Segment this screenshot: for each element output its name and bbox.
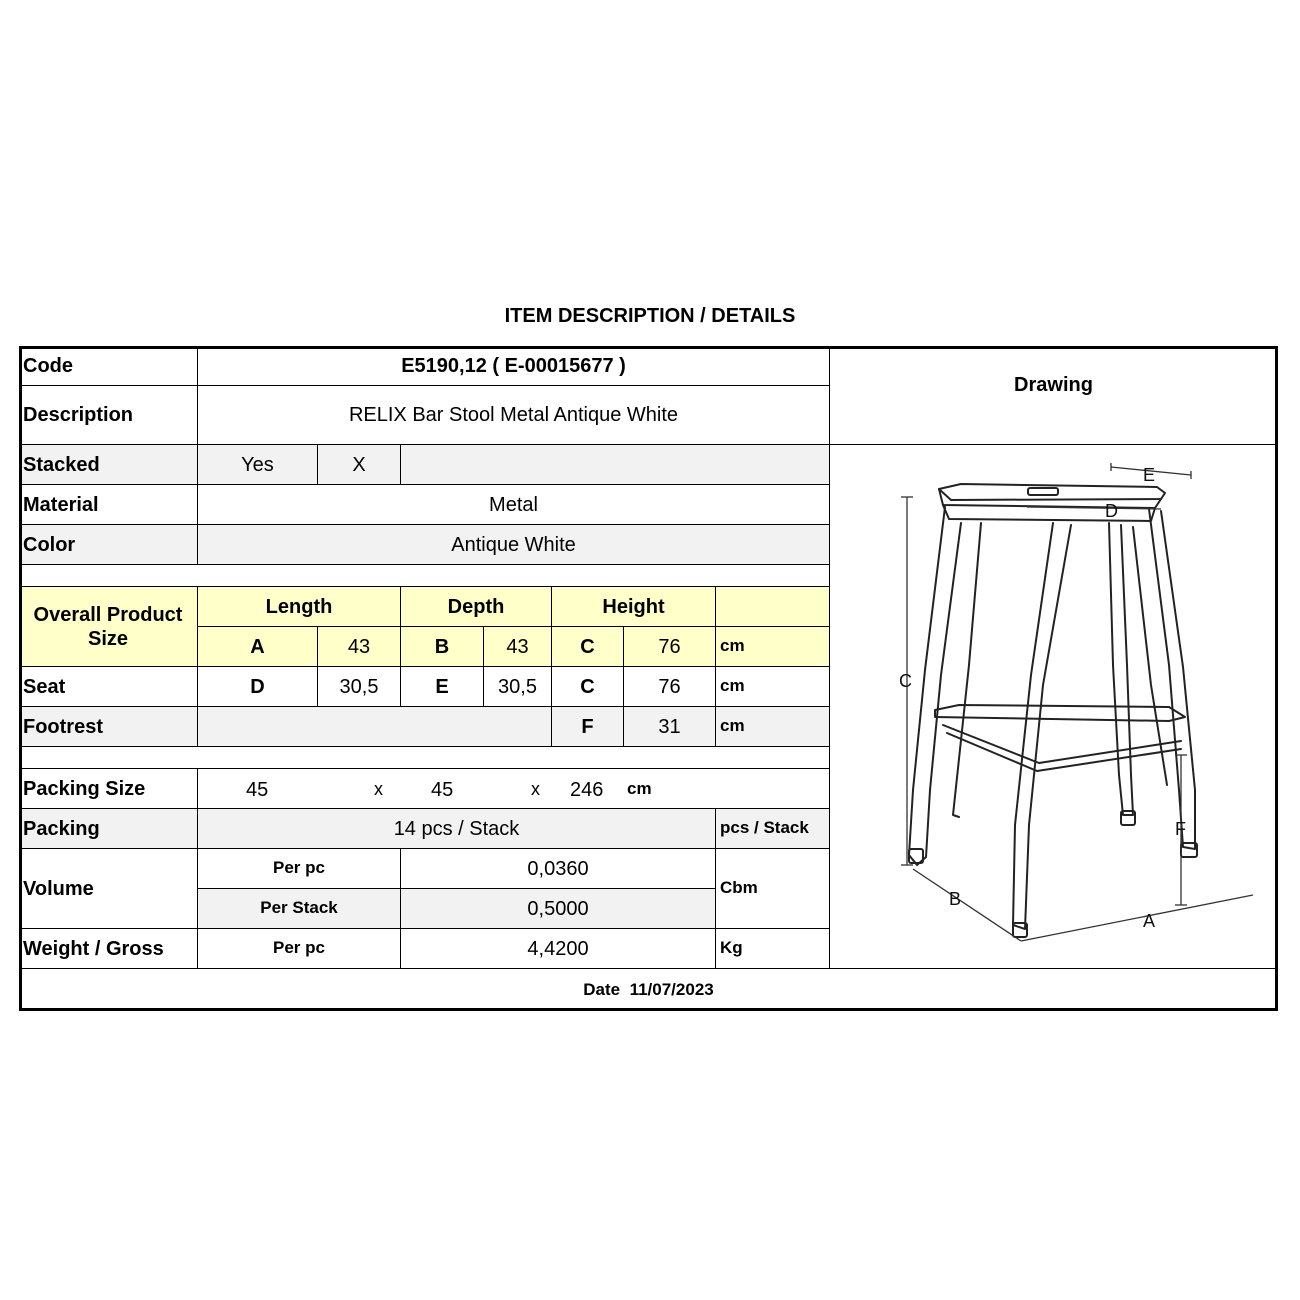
description-value: RELIX Bar Stool Metal Antique White: [198, 386, 830, 445]
overall-c-value: 76: [624, 627, 716, 667]
volume-per-pc-label: Per pc: [198, 849, 401, 889]
stacked-empty: [401, 445, 830, 485]
drawing-header: [830, 346, 1278, 445]
stacked-option: Yes: [198, 445, 318, 485]
weight-label: Weight / Gross: [19, 929, 198, 969]
date-label: Date: [583, 979, 621, 999]
volume-per-stack-label: Per Stack: [198, 889, 401, 929]
packing-size-unit: cm: [627, 779, 652, 798]
packing-length: 45: [246, 779, 269, 801]
overall-b-key: B: [401, 627, 484, 667]
packing-width: 45: [431, 779, 454, 801]
footrest-empty: [198, 707, 552, 747]
footrest-unit: cm: [716, 707, 830, 747]
packing-value: 14 pcs / Stack: [198, 809, 716, 849]
drawing-label-b: B: [949, 889, 962, 909]
volume-unit: Cbm: [716, 849, 830, 929]
weight-unit: Kg: [716, 929, 830, 969]
packing-label: Packing: [19, 809, 198, 849]
footrest-label: Footrest: [19, 707, 198, 747]
footrest-f-value: 31: [624, 707, 716, 747]
spacer-row: [19, 565, 830, 587]
overall-c-key: C: [552, 627, 624, 667]
overall-a-value: 43: [318, 627, 401, 667]
footrest-f-key: F: [552, 707, 624, 747]
weight-per-pc-label: Per pc: [198, 929, 401, 969]
date-value: 11/07/2023: [629, 979, 714, 999]
page-title: ITEM DESCRIPTION / DETAILS: [504, 305, 796, 327]
overall-a-key: A: [198, 627, 318, 667]
size-unit-header: [716, 587, 830, 627]
drawing-label-e: E: [1143, 465, 1156, 485]
packing-x-separator: x: [374, 779, 383, 799]
description-label: Description: [19, 386, 198, 445]
drawing-label-c: C: [899, 671, 912, 691]
seat-d-key: D: [198, 667, 318, 707]
depth-header: Depth: [401, 587, 552, 627]
spacer-row: [19, 747, 830, 769]
seat-e-value: 30,5: [484, 667, 552, 707]
packing-x-separator: x: [531, 779, 540, 799]
seat-d-value: 30,5: [318, 667, 401, 707]
drawing-header-text: Drawing: [1014, 374, 1093, 396]
stacked-mark: X: [318, 445, 401, 485]
packing-size-values: [198, 769, 830, 809]
drawing-label-d: D: [1105, 501, 1118, 521]
seat-label: Seat: [19, 667, 198, 707]
drawing-label-a: A: [1143, 911, 1156, 931]
material-label: Material: [19, 485, 198, 525]
height-header: Height: [552, 587, 716, 627]
seat-c-value: 76: [624, 667, 716, 707]
overall-size-label: [19, 587, 198, 667]
overall-size-label-line2: Size: [87, 627, 129, 650]
bar-stool-sketch-icon: [831, 445, 1276, 969]
seat-unit: cm: [716, 667, 830, 707]
volume-per-pc-value: 0,0360: [401, 849, 716, 889]
packing-unit: pcs / Stack: [716, 809, 830, 849]
weight-value: 4,4200: [401, 929, 716, 969]
date-row: [19, 969, 1278, 1011]
code-label: Code: [19, 346, 198, 386]
color-value: Antique White: [198, 525, 830, 565]
volume-per-stack-value: 0,5000: [401, 889, 716, 929]
volume-label: Volume: [19, 849, 198, 929]
packing-height: 246: [570, 779, 604, 801]
drawing-label-f: F: [1175, 819, 1186, 839]
overall-b-value: 43: [484, 627, 552, 667]
length-header: Length: [198, 587, 401, 627]
seat-e-key: E: [401, 667, 484, 707]
spec-sheet: [19, 346, 1278, 1011]
overall-size-label-line1: Overall Product: [33, 603, 183, 626]
overall-unit: cm: [716, 627, 830, 667]
seat-c-key: C: [552, 667, 624, 707]
stacked-label: Stacked: [19, 445, 198, 485]
code-value: E5190,12 ( E-00015677 ): [198, 346, 830, 386]
color-label: Color: [19, 525, 198, 565]
packing-size-label: Packing Size: [19, 769, 198, 809]
material-value: Metal: [198, 485, 830, 525]
